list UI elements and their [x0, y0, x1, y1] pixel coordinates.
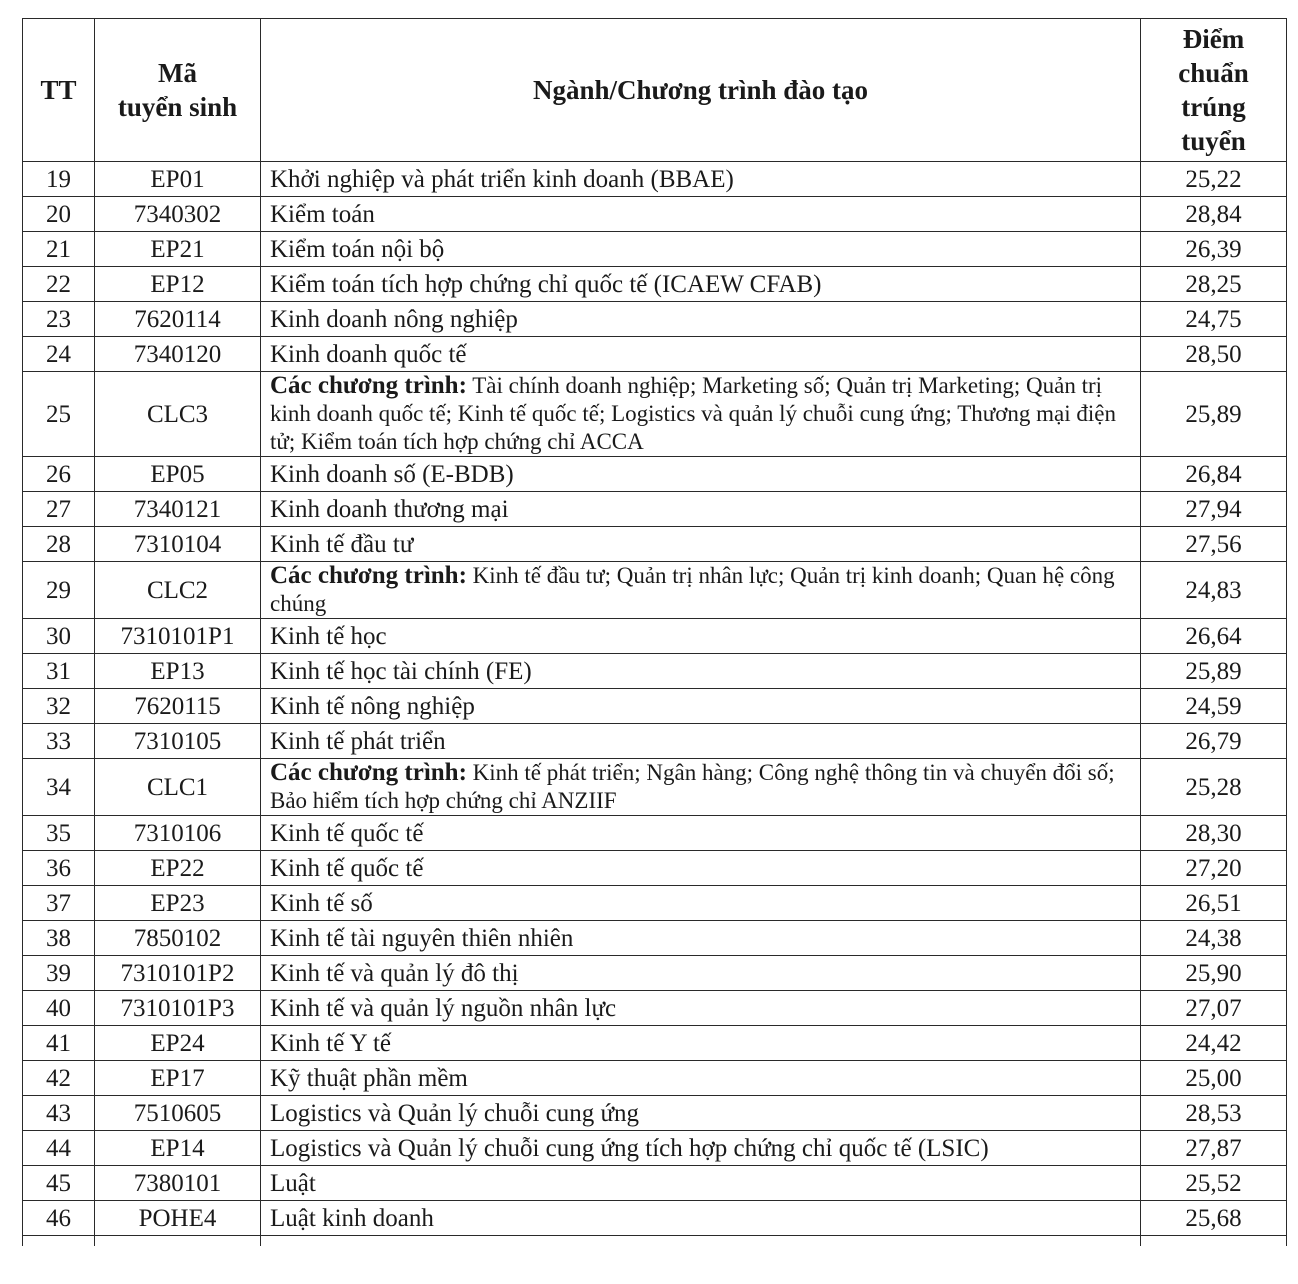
cell-tt: 25	[23, 372, 95, 457]
cell-code: CLC3	[95, 372, 261, 457]
table-row	[23, 816, 1287, 851]
cell-tt: 40	[23, 991, 95, 1026]
cell-score: 25,68	[1141, 1201, 1287, 1236]
table-row	[23, 921, 1287, 956]
cell-score: 26,79	[1141, 724, 1287, 759]
cell-tt: 22	[23, 267, 95, 302]
table-row	[23, 372, 1287, 457]
cell-program: Luật kinh doanh	[261, 1201, 1141, 1236]
cell-program	[261, 562, 1141, 619]
cell-tt: 37	[23, 886, 95, 921]
table-row	[23, 759, 1287, 816]
cell-score: 27,94	[1141, 492, 1287, 527]
cell-tt: 38	[23, 921, 95, 956]
cutoff-cell	[95, 1236, 261, 1247]
cell-tt: 24	[23, 337, 95, 372]
cell-code: 7340302	[95, 197, 261, 232]
header-tt: TT	[23, 19, 95, 162]
cell-score: 25,89	[1141, 372, 1287, 457]
cell-code: 7620114	[95, 302, 261, 337]
header-program: Ngành/Chương trình đào tạo	[261, 19, 1141, 162]
cell-score: 28,53	[1141, 1096, 1287, 1131]
cell-code: 7380101	[95, 1166, 261, 1201]
cell-code: EP13	[95, 654, 261, 689]
cell-tt: 46	[23, 1201, 95, 1236]
cell-code: EP01	[95, 162, 261, 197]
table-row	[23, 1096, 1287, 1131]
cell-program: Kỹ thuật phần mềm	[261, 1061, 1141, 1096]
table-row	[23, 162, 1287, 197]
cell-program: Kinh tế quốc tế	[261, 816, 1141, 851]
cell-program: Kiểm toán nội bộ	[261, 232, 1141, 267]
cell-program: Logistics và Quản lý chuỗi cung ứng tích hợp chứng chỉ quốc tế (LSIC)	[261, 1131, 1141, 1166]
cell-code: 7310101P1	[95, 619, 261, 654]
cell-score: 27,20	[1141, 851, 1287, 886]
cell-program: Kinh tế Y tế	[261, 1026, 1141, 1061]
cell-score: 26,84	[1141, 457, 1287, 492]
table-row	[23, 654, 1287, 689]
table-row	[23, 724, 1287, 759]
cell-tt: 45	[23, 1166, 95, 1201]
cell-code: CLC2	[95, 562, 261, 619]
table-row	[23, 886, 1287, 921]
cell-code: EP23	[95, 886, 261, 921]
table-body	[23, 162, 1287, 1247]
table-row	[23, 267, 1287, 302]
header-code	[95, 19, 261, 162]
cell-program: Kinh tế tài nguyên thiên nhiên	[261, 921, 1141, 956]
cell-tt: 29	[23, 562, 95, 619]
cell-code: EP14	[95, 1131, 261, 1166]
cell-code: 7310101P3	[95, 991, 261, 1026]
cell-tt: 33	[23, 724, 95, 759]
cell-program: Kinh doanh số (E-BDB)	[261, 457, 1141, 492]
cell-code: 7310104	[95, 527, 261, 562]
header-score-line4: tuyển	[1181, 126, 1246, 156]
header-score-line3: trúng	[1181, 92, 1246, 122]
table-row	[23, 689, 1287, 724]
header-code-line2: tuyển sinh	[117, 92, 238, 122]
cell-tt: 41	[23, 1026, 95, 1061]
cell-program: Kinh tế phát triển	[261, 724, 1141, 759]
table-row	[23, 197, 1287, 232]
cell-program	[261, 372, 1141, 457]
program-group-label: Các chương trình:	[270, 562, 467, 589]
table-row	[23, 302, 1287, 337]
cell-program: Kinh tế nông nghiệp	[261, 689, 1141, 724]
cell-score: 27,56	[1141, 527, 1287, 562]
cell-program: Kinh tế và quản lý đô thị	[261, 956, 1141, 991]
cell-code: 7620115	[95, 689, 261, 724]
header-score	[1141, 19, 1287, 162]
cell-program: Kiểm toán tích hợp chứng chỉ quốc tế (ICAEW CFAB)	[261, 267, 1141, 302]
cell-score: 28,25	[1141, 267, 1287, 302]
cell-score: 24,42	[1141, 1026, 1287, 1061]
cell-tt: 43	[23, 1096, 95, 1131]
cell-tt: 20	[23, 197, 95, 232]
cell-tt: 19	[23, 162, 95, 197]
cell-tt: 39	[23, 956, 95, 991]
cell-program: Kinh doanh thương mại	[261, 492, 1141, 527]
cell-tt: 34	[23, 759, 95, 816]
cell-program: Kinh tế quốc tế	[261, 851, 1141, 886]
cell-tt: 26	[23, 457, 95, 492]
table-header-row	[23, 19, 1287, 162]
cell-score: 24,38	[1141, 921, 1287, 956]
cell-tt: 42	[23, 1061, 95, 1096]
cell-program: Kiểm toán	[261, 197, 1141, 232]
cell-score: 28,30	[1141, 816, 1287, 851]
cell-score: 25,89	[1141, 654, 1287, 689]
cell-score: 27,87	[1141, 1131, 1287, 1166]
table-row	[23, 1131, 1287, 1166]
cell-code: CLC1	[95, 759, 261, 816]
cell-program: Kinh doanh quốc tế	[261, 337, 1141, 372]
table-row	[23, 337, 1287, 372]
cell-score: 25,00	[1141, 1061, 1287, 1096]
cell-tt: 44	[23, 1131, 95, 1166]
table-row	[23, 619, 1287, 654]
program-group-label: Các chương trình:	[270, 759, 467, 786]
table-row	[23, 457, 1287, 492]
cell-program	[261, 759, 1141, 816]
program-group-label: Các chương trình:	[270, 372, 467, 399]
table-row	[23, 991, 1287, 1026]
cell-program: Kinh tế số	[261, 886, 1141, 921]
header-score-line1: Điểm	[1182, 24, 1245, 54]
cell-score: 24,75	[1141, 302, 1287, 337]
cell-score: 25,28	[1141, 759, 1287, 816]
cell-code: EP05	[95, 457, 261, 492]
cell-code: 7310106	[95, 816, 261, 851]
table-row	[23, 562, 1287, 619]
cutoff-cell	[261, 1236, 1141, 1247]
admission-score-table	[22, 18, 1287, 1246]
cell-score: 24,59	[1141, 689, 1287, 724]
cell-tt: 23	[23, 302, 95, 337]
cell-tt: 36	[23, 851, 95, 886]
cell-score: 27,07	[1141, 991, 1287, 1026]
cutoff-cell	[23, 1236, 95, 1247]
cell-tt: 28	[23, 527, 95, 562]
cell-score: 26,39	[1141, 232, 1287, 267]
cell-code: 7340121	[95, 492, 261, 527]
cell-score: 26,64	[1141, 619, 1287, 654]
cell-program: Kinh tế học	[261, 619, 1141, 654]
cell-code: EP24	[95, 1026, 261, 1061]
table-row	[23, 1026, 1287, 1061]
cell-code: 7310101P2	[95, 956, 261, 991]
cell-score: 25,22	[1141, 162, 1287, 197]
table-row	[23, 1201, 1287, 1236]
program-list: Tài chính doanh nghiệp; Marketing số; Quản trị Marketing; Quản trị kinh doanh quốc tế; Kinh tế quốc tế; Logistics và quản lý chuỗi cung ứng; Thương mại điện tử; Kiểm toán tích hợp chứng chỉ ACCA	[270, 373, 1116, 454]
cell-program: Kinh tế học tài chính (FE)	[261, 654, 1141, 689]
program-list: Kinh tế đầu tư; Quản trị nhân lực; Quản trị kinh doanh; Quan hệ công chúng	[270, 563, 1115, 616]
cell-code: POHE4	[95, 1201, 261, 1236]
cell-program: Logistics và Quản lý chuỗi cung ứng	[261, 1096, 1141, 1131]
cell-tt: 27	[23, 492, 95, 527]
cell-program: Kinh tế và quản lý nguồn nhân lực	[261, 991, 1141, 1026]
cell-program: Khởi nghiệp và phát triển kinh doanh (BBAE)	[261, 162, 1141, 197]
cell-score: 28,84	[1141, 197, 1287, 232]
cutoff-cell	[1141, 1236, 1287, 1247]
cell-score: 28,50	[1141, 337, 1287, 372]
cell-code: 7310105	[95, 724, 261, 759]
table-row	[23, 851, 1287, 886]
cell-code: EP12	[95, 267, 261, 302]
cell-score: 26,51	[1141, 886, 1287, 921]
cell-score: 24,83	[1141, 562, 1287, 619]
cell-program: Kinh doanh nông nghiệp	[261, 302, 1141, 337]
cell-program: Kinh tế đầu tư	[261, 527, 1141, 562]
cell-tt: 31	[23, 654, 95, 689]
header-score-line2: chuẩn	[1178, 58, 1249, 88]
table-row	[23, 492, 1287, 527]
cell-code: EP22	[95, 851, 261, 886]
table-row	[23, 1061, 1287, 1096]
table-row-cutoff	[23, 1236, 1287, 1247]
cell-tt: 35	[23, 816, 95, 851]
cell-code: EP17	[95, 1061, 261, 1096]
cell-tt: 30	[23, 619, 95, 654]
cell-code: 7850102	[95, 921, 261, 956]
cell-score: 25,52	[1141, 1166, 1287, 1201]
admission-score-table-page	[22, 18, 1286, 1246]
cell-program: Luật	[261, 1166, 1141, 1201]
table-row	[23, 527, 1287, 562]
table-row	[23, 1166, 1287, 1201]
table-row	[23, 232, 1287, 267]
table-row	[23, 956, 1287, 991]
header-code-line1: Mã	[158, 58, 197, 88]
cell-code: 7510605	[95, 1096, 261, 1131]
cell-tt: 21	[23, 232, 95, 267]
cell-code: 7340120	[95, 337, 261, 372]
program-list: Kinh tế phát triển; Ngân hàng; Công nghệ thông tin và chuyển đổi số; Bảo hiểm tích hợp chứng chỉ ANZIIF	[270, 760, 1115, 813]
cell-code: EP21	[95, 232, 261, 267]
cell-score: 25,90	[1141, 956, 1287, 991]
cell-tt: 32	[23, 689, 95, 724]
